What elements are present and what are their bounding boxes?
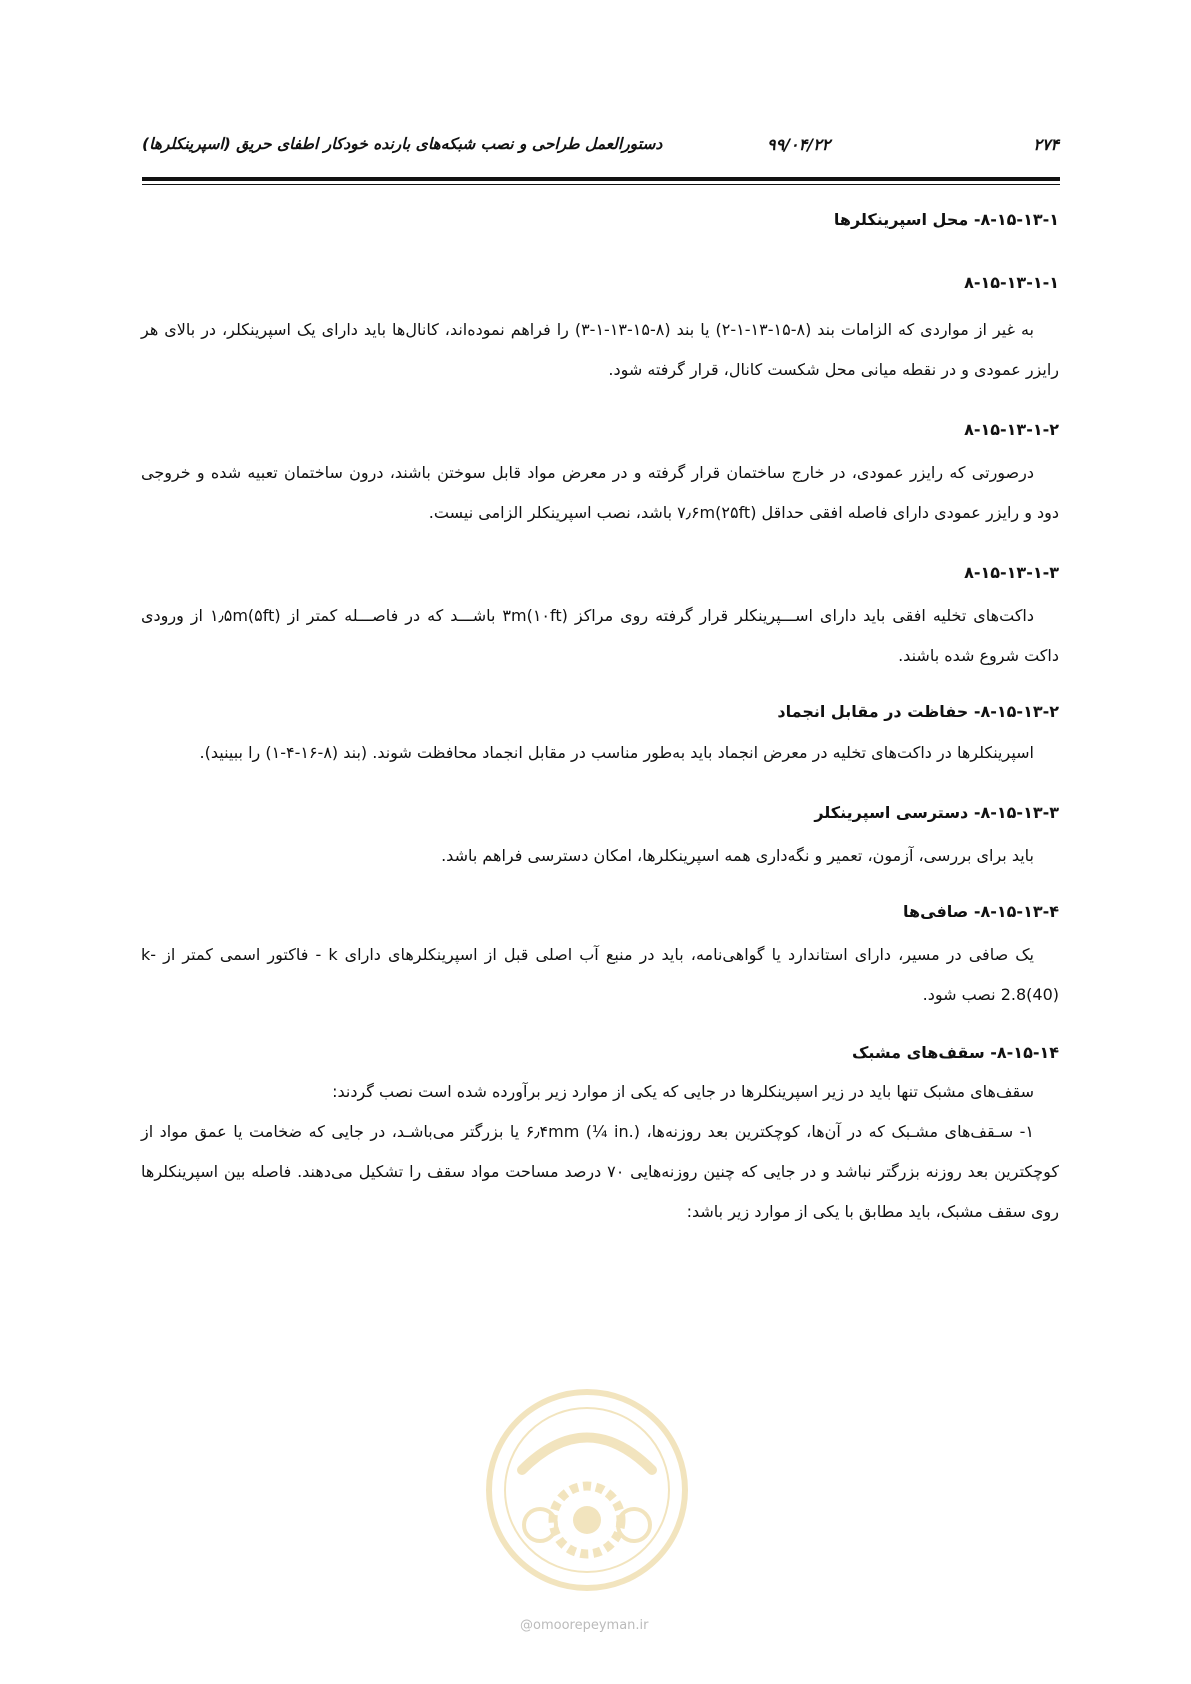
section-heading: ۸-۱۵-۱۴- سقف‌های مشبک (851, 1043, 1059, 1062)
section-heading: ۸-۱۵-۱۳-۲- حفاظت در مقابل انجماد (777, 702, 1059, 721)
paragraph: داکت‌های تخلیه افقی باید دارای اســـپرینکلر قرار گرفته روی مراکز ۳m(۱۰ft) باشـــد که در فاصـــله کمتر از ۱٫۵m(۵ft) از ورودی داکت شروع شده باشند. (141, 606, 1059, 665)
header-rule-thin (142, 184, 1060, 185)
paragraph: اسپرینکلرها در داکت‌های تخلیه در معرض انجماد باید به‌طور مناسب در مقابل انجماد محافظت شوند. (بند (۸-۱۶-۴-۱) را ببینید). (199, 743, 1034, 762)
section-heading: ۸-۱۵-۱۳-۱- محل اسپرینکلرها (833, 210, 1059, 229)
section-heading: ۸-۱۵-۱۳-۴- صافی‌ها (903, 902, 1059, 921)
header-title: دستورالعمل طراحی و نصب شبکه‌های بارنده خودکار اطفای حریق (اسپرینکلرها) (142, 135, 663, 153)
header-rule-thick (142, 177, 1060, 181)
paragraph: ۱- سـقف‌های مشـبک که در آن‌ها، کوچکترین بعد روزنه‌ها، ۶٫۴mm (¼ in.) یا بزرگتر می‌باشـد، در جایی که ضخامت یا عمق مواد از کوچکترین بعد روزنه بزرگتر نباشد و در جایی که چنین روزنه‌هایی ۷۰ درصد مساحت مواد سقف را تشکیل می‌دهند. فاصله بین اسپرینکلرها روی سقف مشبک، باید مطابق با یکی از موارد زیر باشد: (141, 1122, 1060, 1221)
document-body (141, 210, 1059, 1232)
subsection-number: ۸-۱۵-۱۳-۱-۲ (964, 420, 1059, 439)
paragraph: سقف‌های مشبک تنها باید در زیر اسپرینکلرها در جایی که یکی از موارد زیر برآورده شده است نصب گردند: (332, 1082, 1034, 1101)
subsection-number: ۸-۱۵-۱۳-۱-۱ (964, 273, 1059, 292)
watermark-url: @omoorepeyman.ir (520, 1618, 649, 1633)
page-header (142, 133, 1059, 163)
subsection-number: ۸-۱۵-۱۳-۱-۳ (964, 563, 1059, 582)
header-date: ۹۹/۰۴/۲۲ (767, 135, 831, 154)
paragraph: به غیر از مواردی که الزامات بند (۸-۱۵-۱۳-۱-۲) یا بند (۸-۱۵-۱۳-۱-۳) را فراهم نموده‌اند، کانال‌ها باید دارای یک اسپرینکلر، در بالای هر رایزر عمودی و در نقطه میانی محل شکست کانال، قرار گرفته شود. (141, 320, 1059, 379)
paragraph: یک صافی در مسیر، دارای استاندارد یا گواهی‌نامه، باید در منبع آب اصلی قبل از اسپرینکلرهای دارای k - فاکتور اسمی کمتر از k-2.8(40) نصب شود. (141, 945, 1059, 1004)
paragraph: درصورتی که رایزر عمودی، در خارج ساختمان قرار گرفته و در معرض مواد قابل سوختن باشند، درون ساختمان تعبیه شده و خروجی دود و رایزر عمودی دارای فاصله افقی حداقل ۷٫۶m(۲۵ft) باشد، نصب اسپرینکلر الزامی نیست. (141, 463, 1059, 522)
section-heading: ۸-۱۵-۱۳-۳- دسترسی اسپرینکلر (814, 803, 1059, 822)
paragraph: باید برای بررسی، آزمون، تعمیر و نگه‌داری همه اسپرینکلرها، امکان دسترسی فراهم باشد. (441, 846, 1034, 865)
page-number: ۲۷۴ (1033, 135, 1059, 154)
seal-logo-icon (482, 1385, 692, 1595)
